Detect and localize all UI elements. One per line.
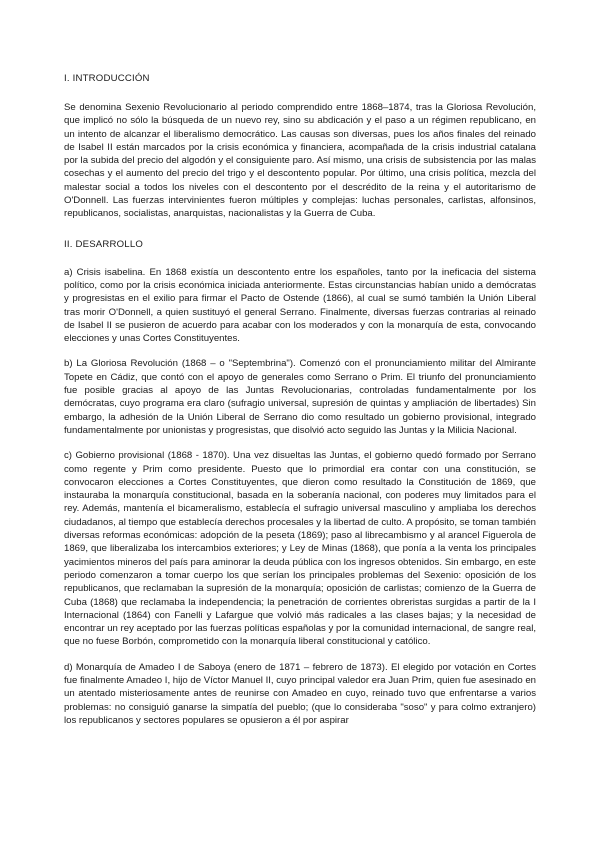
section-heading-desarrollo: II. DESARROLLO	[64, 238, 144, 250]
intro-paragraph: Se denomina Sexenio Revolucionario al periodo comprendido entre 1868–1874, tras la Gloriosa Revolución, que implicó no sólo la búsqueda de un nuevo rey, sino su abdicación y el paso a un régimen republicano, en un intento de alcanzar el liberalismo democrático. Las causas son diversas, pues los años finales del reinado de Isabel II están marcados por la crisis económica y financiera, acompañada de la crisis industrial catalana por la subida del precio del algodón y el consiguiente paro. Así mismo, una crisis de subsistencia por las malas cosechas y el aumento del precio del trigo y el descontento popular. Por último, una crisis política, mezcla del malestar social a todos los niveles con el descontento por el descrédito de la reina y el autoritarismo de O'Donnell. Las fuerzas intervinientes fueron múltiples y complejas: luchas personales, carlistas, alfonsinos, republicanos, socialistas, anarquistas, nacionalistas y la Guerra de Cuba.	[64, 102, 536, 220]
paragraph-gobierno-provisional: c) Gobierno provisional (1868 - 1870). Una vez disueltas las Juntas, el gobierno quedó formado por Serrano como regente y Prim como presidente. Puesto que lo primordial era contar con una constitución, se convocaron elecciones a Cortes Constituyentes, que dieron como resultado la Constitución de 1869, que instauraba la monarquía constitucional, basada en la soberanía nacional, con poderes muy limitados para el rey. Además, mantenía el bicameralismo, establecía el sufragio universal masculino y ampliaba los derechos ciudadanos, al tiempo que establecía derechos procesales y la libertad de culto. A propósito, se toman también diversas reformas económicas: adopción de la peseta (1869); paso al librecambismo y al arancel Figuerola de 1869, que liberalizaba los intercambios exteriores; y Ley de Minas (1868), que ponía a la venta los principales yacimientos mineros del país para aminorar la deuda pública con los ingresos obtenidos. Sin embargo, en este periodo comenzaron a tomar cuerpo los que serían los principales problemas del Sexenio: oposición de los republicanos, que reclamaban la supresión de la monarquía; oposición de carlistas; comienzo de la Guerra de Cuba (1868) que reclamaba la independencia; la penetración de corrientes obreristas surgidas a partir de la I Internacional (1864) con Fanelli y Lafargue que volvió más radicales a las clases bajas; y la necesidad de encontrar un rey aceptado por las fuerzas políticas españolas y por la comunidad internacional, de sangre real, que no fuese Borbón, comprometido con la monarquía liberal constitucional y católico.	[64, 450, 536, 648]
paragraph-gloriosa-revolucion: b) La Gloriosa Revolución (1868 – o "Septembrina"). Comenzó con el pronunciamiento militar del Almirante Topete en Cádiz, que contó con el apoyo de generales como Serrano o Prim. El triunfo del pronunciamiento fue posible gracias al apoyo de las Juntas Revolucionarias, controladas fundamentalmente por los demócratas, cuyo programa era claro (sufragio universal, supresión de quintas y ampliación de libertades) Sin embargo, la adhesión de la Unión Liberal de Serrano dio como resultado un gobierno provisional, integrado fundamentalmente por unionistas y progresistas, que disolvió acto seguido las Juntas y la Milicia Nacional.	[64, 358, 536, 436]
paragraph-crisis-isabelina: a) Crisis isabelina. En 1868 existía un descontento entre los españoles, tanto por la ineficacia del sistema político, como por la crisis económica iniciada anteriormente. Estas circunstancias habían unido a demócratas y progresistas en el exilio para firmar el Pacto de Ostende (1866), al cual se sumó también la Unión Liberal tras morir O'Donnell, a quien sustituyó el general Serrano. Finalmente, diversas fuerzas contrarias al reinado de Isabel II se pusieron de acuerdo para acabar con los moderados y con la monarquía de esta, convocando elecciones y unas Cortes Constituyentes.	[64, 266, 536, 345]
section-heading-introduccion: I. INTRODUCCIÓN	[64, 73, 150, 84]
paragraph-monarquia-amadeo: d) Monarquía de Amadeo I de Saboya (enero de 1871 – febrero de 1873). El elegido por votación en Cortes fue finalmente Amadeo I, hijo de Víctor Manuel II, cuyo principal valedor era Juan Prim, quien fue asesinado en un atentado misteriosamente antes de reunirse con Amadeo en cuyo, reinado tuvo que enfrentarse a varios problemas: no consiguió ganarse la simpatía del pueblo; (que lo consideraba "soso" y para colmo extranjero) los republicanos y sectores populares se opusieron a él por aspirar	[64, 661, 536, 726]
